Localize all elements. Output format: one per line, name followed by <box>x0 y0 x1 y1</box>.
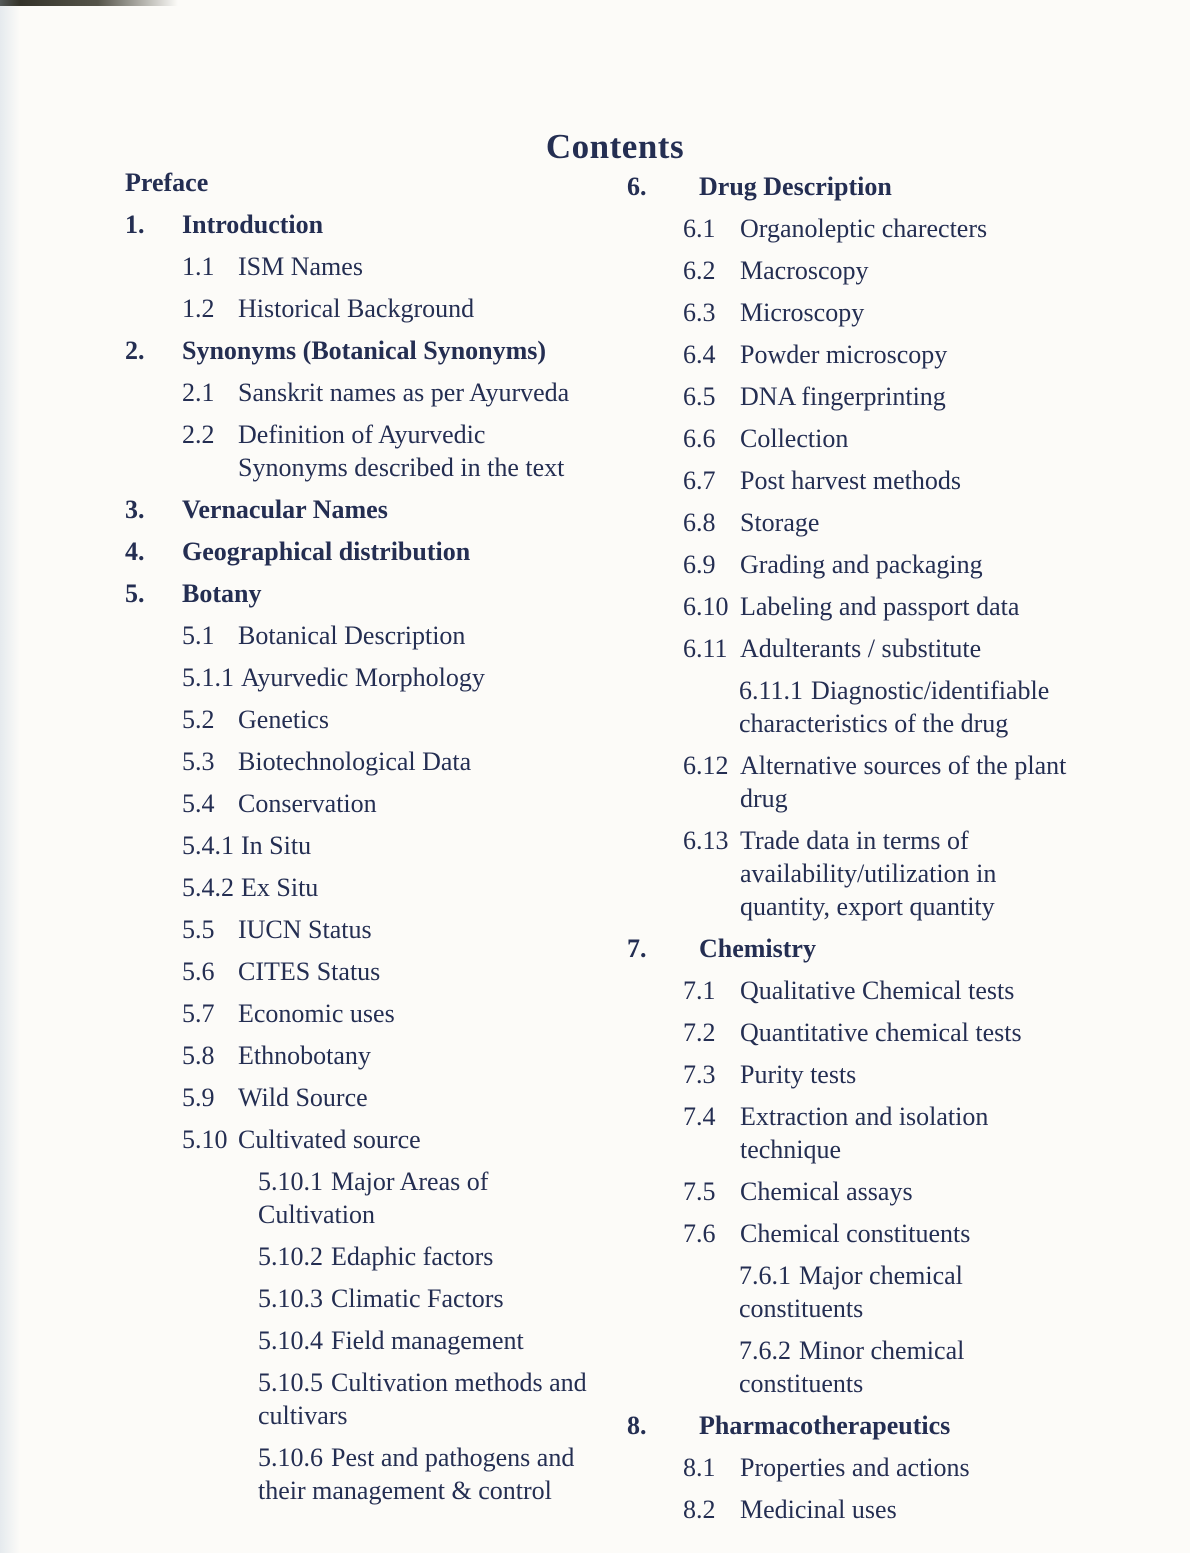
toc-item-label: Collection <box>740 424 849 453</box>
toc-item-5-10-4 <box>125 1324 630 1357</box>
toc-item-label: Minor chemical constituents <box>739 1336 965 1398</box>
toc-item-label: Ayurvedic Morphology <box>241 663 485 692</box>
toc-item-number: 5.4 <box>182 789 215 818</box>
toc-item-number: 5.1 <box>182 621 215 650</box>
toc-item-label: Labeling and passport data <box>740 592 1020 621</box>
toc-item-label: Definition of Ayurvedic Synonyms described in the text <box>238 420 565 482</box>
toc-item-number: 7.4 <box>683 1102 716 1131</box>
toc-item-3 <box>125 493 630 526</box>
toc-item-number: 7.2 <box>683 1018 716 1047</box>
toc-item-label: Major chemical constituents <box>739 1261 963 1323</box>
toc-item-label: Pest and pathogens and their management & control <box>258 1443 575 1505</box>
toc-item-number: 2. <box>125 336 145 365</box>
toc-item-label: CITES Status <box>238 957 381 986</box>
toc-column-left <box>125 166 630 1516</box>
toc-item-7 <box>627 932 1117 965</box>
toc-item-5-7 <box>125 997 630 1030</box>
toc-item-number: 6.3 <box>683 298 716 327</box>
toc-item-label: Grading and packaging <box>740 550 983 579</box>
toc-item-label: Economic uses <box>238 999 395 1028</box>
toc-item-label: Macroscopy <box>740 256 869 285</box>
toc-item-label: Storage <box>740 508 820 537</box>
toc-item-label: Ethnobotany <box>238 1041 371 1070</box>
toc-item-label: IUCN Status <box>238 915 372 944</box>
toc-item-number: 5.4.1 <box>182 831 234 860</box>
toc-item-number: 8. <box>627 1411 647 1440</box>
toc-item-6-3 <box>627 296 1117 329</box>
toc-item-label: Ex Situ <box>241 873 319 902</box>
toc-item-6 <box>627 170 1117 203</box>
toc-item-number: 5.10.5 <box>258 1368 323 1397</box>
toc-item-number: 8.2 <box>683 1495 716 1524</box>
toc-item-number: 7.6.2 <box>739 1336 791 1365</box>
page-left-edge-shadow <box>0 0 20 1553</box>
toc-item-number: 6.12 <box>683 751 729 780</box>
toc-item-number: 6.7 <box>683 466 716 495</box>
toc-item-2 <box>125 334 630 367</box>
toc-item-5-10 <box>125 1123 630 1156</box>
toc-item-label: Powder microscopy <box>740 340 948 369</box>
toc-item-preface <box>125 166 630 199</box>
toc-item-5-9 <box>125 1081 630 1114</box>
toc-item-number: 6.11 <box>683 634 728 663</box>
toc-item-label: Vernacular Names <box>182 495 388 524</box>
toc-item-5-2 <box>125 703 630 736</box>
toc-item-label: Trade data in terms of availability/utilization in quantity, export quantity <box>740 826 997 921</box>
toc-item-label: Major Areas of Cultivation <box>258 1167 489 1229</box>
toc-item-number: 2.2 <box>182 420 215 449</box>
toc-item-label: Microscopy <box>740 298 865 327</box>
toc-item-label: Pharmacotherapeutics <box>699 1411 951 1440</box>
toc-item-label: Preface <box>125 168 209 197</box>
toc-item-8-1 <box>627 1451 1117 1484</box>
toc-item-number: 5.7 <box>182 999 215 1028</box>
toc-item-number: 6.5 <box>683 382 716 411</box>
toc-item-number: 6.11.1 <box>739 676 804 705</box>
toc-item-number: 5.10.1 <box>258 1167 323 1196</box>
toc-item-label: Synonyms (Botanical Synonyms) <box>182 336 547 365</box>
toc-item-6-11 <box>627 632 1117 665</box>
toc-item-5-5 <box>125 913 630 946</box>
toc-item-6-5 <box>627 380 1117 413</box>
toc-item-number: 5.10.6 <box>258 1443 323 1472</box>
toc-item-label: Introduction <box>182 210 324 239</box>
toc-item-number: 5.4.2 <box>182 873 234 902</box>
toc-item-5-1-1 <box>125 661 630 694</box>
toc-item-number: 5. <box>125 579 145 608</box>
toc-item-number: 5.3 <box>182 747 215 776</box>
toc-item-label: Post harvest methods <box>740 466 961 495</box>
toc-item-5 <box>125 577 630 610</box>
scan-artifact-top-strip <box>0 0 178 6</box>
toc-item-6-11-1 <box>627 674 1117 740</box>
toc-item-number: 1.2 <box>182 294 215 323</box>
toc-item-number: 6.6 <box>683 424 716 453</box>
toc-item-label: ISM Names <box>238 252 363 281</box>
toc-item-number: 7.6.1 <box>739 1261 791 1290</box>
toc-item-number: 6.4 <box>683 340 716 369</box>
toc-item-label: Purity tests <box>740 1060 857 1089</box>
toc-item-label: Edaphic factors <box>331 1242 494 1271</box>
toc-item-number: 1. <box>125 210 145 239</box>
toc-item-6-1 <box>627 212 1117 245</box>
toc-item-5-10-3 <box>125 1282 630 1315</box>
toc-item-5-1 <box>125 619 630 652</box>
toc-item-7-6-1 <box>627 1259 1117 1325</box>
toc-item-2-1 <box>125 376 630 409</box>
toc-item-number: 6.10 <box>683 592 729 621</box>
toc-item-label: Historical Background <box>238 294 475 323</box>
toc-item-4 <box>125 535 630 568</box>
toc-item-number: 5.8 <box>182 1041 215 1070</box>
toc-item-number: 7.5 <box>683 1177 716 1206</box>
toc-item-5-10-6 <box>125 1441 630 1507</box>
toc-item-7-6 <box>627 1217 1117 1250</box>
toc-item-number: 7.6 <box>683 1219 716 1248</box>
toc-item-label: Sanskrit names as per Ayurveda <box>238 378 570 407</box>
toc-item-number: 6.1 <box>683 214 716 243</box>
toc-item-1-1 <box>125 250 630 283</box>
toc-item-5-8 <box>125 1039 630 1072</box>
toc-item-number: 6.2 <box>683 256 716 285</box>
page-title: Contents <box>545 127 685 167</box>
toc-item-label: Chemical assays <box>740 1177 913 1206</box>
toc-item-label: Biotechnological Data <box>238 747 472 776</box>
toc-item-2-2 <box>125 418 630 484</box>
toc-item-7-2 <box>627 1016 1117 1049</box>
toc-item-5-6 <box>125 955 630 988</box>
toc-item-number: 5.2 <box>182 705 215 734</box>
toc-item-7-1 <box>627 974 1117 1007</box>
toc-item-1-2 <box>125 292 630 325</box>
toc-item-7-3 <box>627 1058 1117 1091</box>
toc-item-label: Wild Source <box>238 1083 368 1112</box>
toc-item-number: 5.10.4 <box>258 1326 323 1355</box>
toc-item-6-12 <box>627 749 1117 815</box>
toc-item-label: Field management <box>331 1326 524 1355</box>
toc-item-label: Geographical distribution <box>182 537 471 566</box>
toc-item-5-4 <box>125 787 630 820</box>
toc-item-number: 7. <box>627 934 647 963</box>
toc-item-5-10-2 <box>125 1240 630 1273</box>
toc-item-label: Medicinal uses <box>740 1495 897 1524</box>
toc-item-label: Quantitative chemical tests <box>740 1018 1022 1047</box>
toc-item-number: 5.9 <box>182 1083 215 1112</box>
toc-item-label: Conservation <box>238 789 377 818</box>
toc-item-label: Climatic Factors <box>331 1284 504 1313</box>
toc-item-number: 5.5 <box>182 915 215 944</box>
toc-item-7-6-2 <box>627 1334 1117 1400</box>
toc-item-number: 6.8 <box>683 508 716 537</box>
toc-item-8-2 <box>627 1493 1117 1526</box>
toc-item-label: Alternative sources of the plant drug <box>740 751 1067 813</box>
toc-item-6-10 <box>627 590 1117 623</box>
toc-item-number: 7.1 <box>683 976 716 1005</box>
toc-item-6-8 <box>627 506 1117 539</box>
toc-item-number: 7.3 <box>683 1060 716 1089</box>
toc-item-6-7 <box>627 464 1117 497</box>
toc-item-5-3 <box>125 745 630 778</box>
toc-item-7-5 <box>627 1175 1117 1208</box>
toc-item-label: Diagnostic/identifiable characteristics of the drug <box>739 676 1050 738</box>
toc-item-number: 4. <box>125 537 145 566</box>
toc-item-label: Adulterants / substitute <box>740 634 982 663</box>
toc-item-6-2 <box>627 254 1117 287</box>
toc-item-5-4-1 <box>125 829 630 862</box>
toc-item-8 <box>627 1409 1117 1442</box>
toc-item-label: Botany <box>182 579 262 608</box>
toc-item-number: 8.1 <box>683 1453 716 1482</box>
toc-item-label: Qualitative Chemical tests <box>740 976 1015 1005</box>
toc-item-5-10-1 <box>125 1165 630 1231</box>
toc-item-number: 5.6 <box>182 957 215 986</box>
toc-item-number: 6. <box>627 172 647 201</box>
toc-item-label: Drug Description <box>699 172 892 201</box>
toc-item-label: In Situ <box>241 831 312 860</box>
toc-item-5-10-5 <box>125 1366 630 1432</box>
toc-item-number: 5.10.3 <box>258 1284 323 1313</box>
toc-item-number: 5.10.2 <box>258 1242 323 1271</box>
toc-item-5-4-2 <box>125 871 630 904</box>
toc-item-number: 5.1.1 <box>182 663 234 692</box>
toc-item-6-4 <box>627 338 1117 371</box>
toc-item-label: Organoleptic charecters <box>740 214 988 243</box>
toc-item-6-13 <box>627 824 1117 923</box>
toc-item-7-4 <box>627 1100 1117 1166</box>
toc-item-label: Botanical Description <box>238 621 466 650</box>
toc-item-label: Extraction and isolation technique <box>740 1102 989 1164</box>
toc-item-label: Cultivated source <box>238 1125 421 1154</box>
toc-item-label: Properties and actions <box>740 1453 970 1482</box>
toc-item-number: 6.13 <box>683 826 729 855</box>
toc-item-1 <box>125 208 630 241</box>
toc-item-number: 6.9 <box>683 550 716 579</box>
toc-item-label: Genetics <box>238 705 329 734</box>
toc-item-number: 1.1 <box>182 252 215 281</box>
toc-item-label: Cultivation methods and cultivars <box>258 1368 587 1430</box>
toc-column-right <box>627 170 1117 1535</box>
toc-item-label: Chemical constituents <box>740 1219 971 1248</box>
toc-item-number: 5.10 <box>182 1125 228 1154</box>
toc-item-6-6 <box>627 422 1117 455</box>
toc-item-label: Chemistry <box>699 934 816 963</box>
toc-item-number: 2.1 <box>182 378 215 407</box>
toc-item-label: DNA fingerprinting <box>740 382 946 411</box>
toc-item-6-9 <box>627 548 1117 581</box>
toc-item-number: 3. <box>125 495 145 524</box>
